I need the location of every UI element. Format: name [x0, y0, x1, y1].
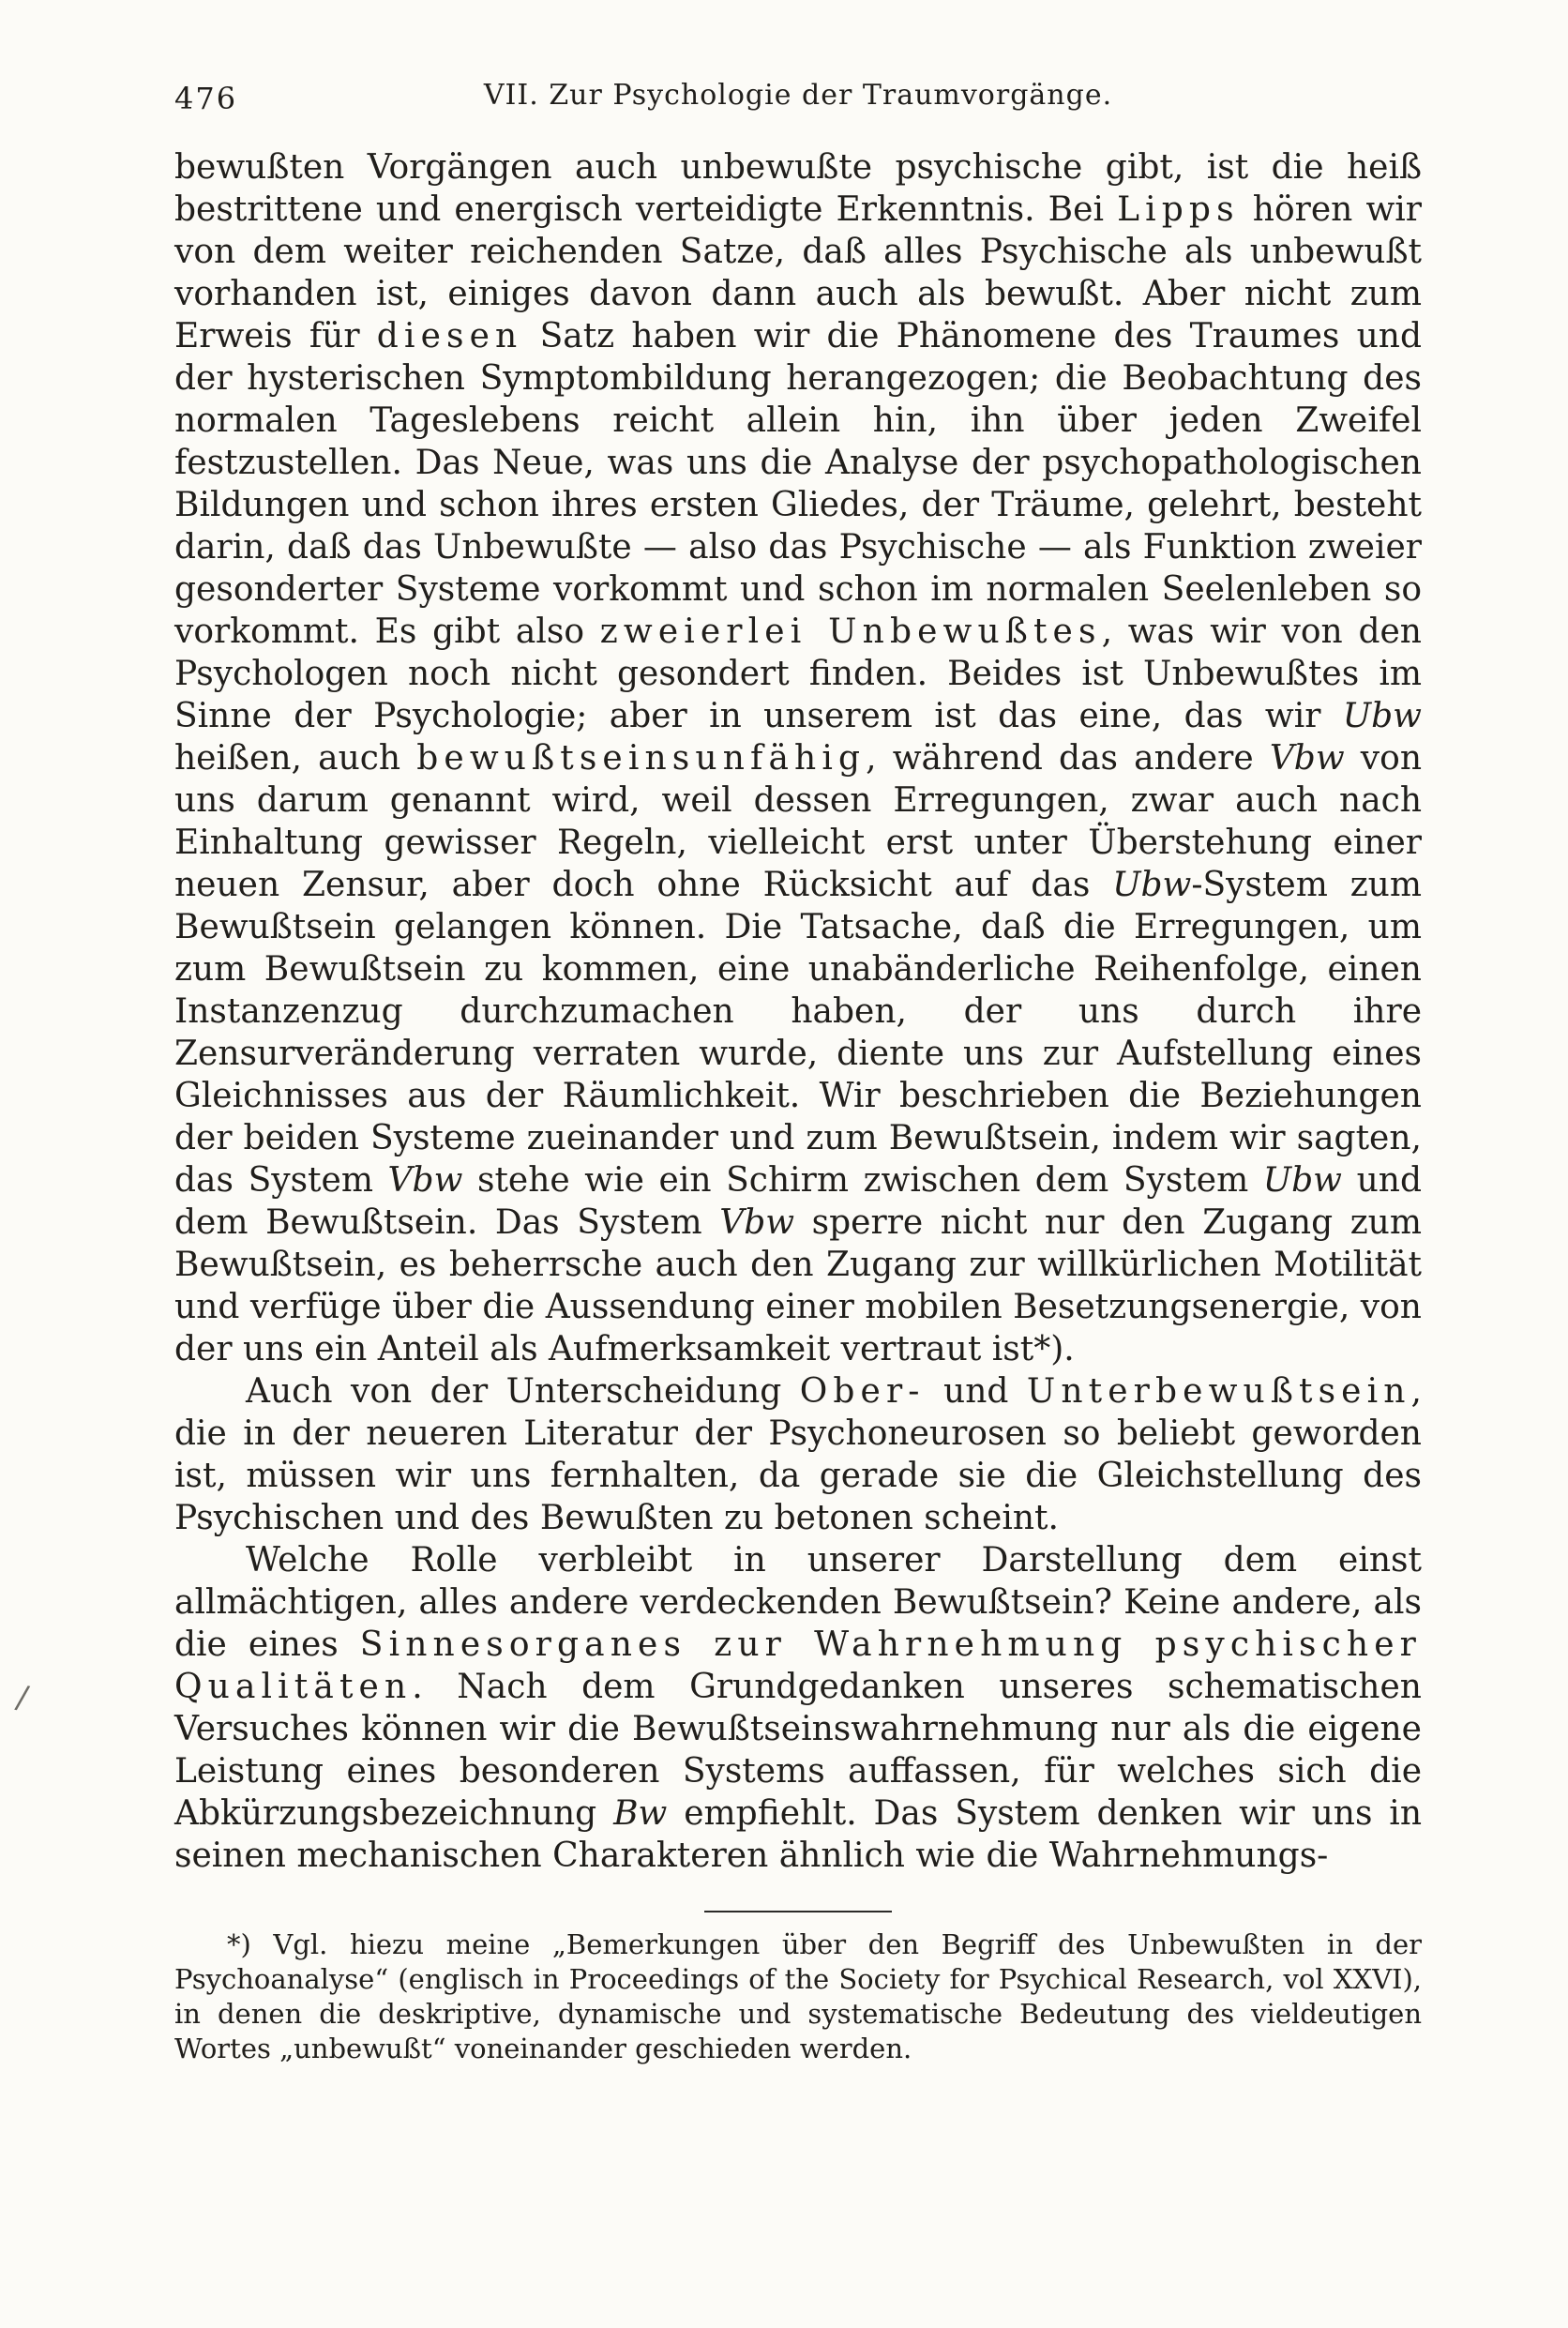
text-run: . Nach dem Grundgedanken unseres schematischen Versuches können wir die Bewußtseinswahrnehmung nur als die eigene Leistung eines besonderen Systems auffassen, für welches sich die Abkürzungsbezeichnung	[174, 1668, 1422, 1833]
italic-text: Vbw	[1269, 739, 1345, 778]
spaced-emphasis-text: Ober-	[799, 1372, 926, 1411]
page-number: 476	[174, 81, 238, 116]
italic-text: Vbw	[719, 1203, 795, 1242]
running-title: VII. Zur Psychologie der Traumvorgänge.	[483, 79, 1113, 112]
text-column	[174, 79, 1422, 2066]
italic-text: Ubw	[1342, 697, 1422, 735]
text-run: stehe wie ein Schirm zwischen dem System	[462, 1161, 1263, 1200]
footnote-rule	[704, 1911, 892, 1912]
text-run: heißen, auch	[174, 739, 417, 778]
text-run: , während das andere	[866, 739, 1270, 778]
spaced-emphasis-text: Sinnesorganes zur Wahrnehmung psychischer Qualitäten	[174, 1625, 1422, 1706]
text-run: , was wir von den Psychologen noch nicht gesondert finden. Beides ist Unbewußtes im Sinne der Psychologie; aber in unserem ist das eine, das wir	[174, 612, 1422, 735]
italic-text: Bw	[613, 1794, 668, 1833]
paragraph	[174, 146, 1422, 1370]
text-run: bewußten Vorgängen auch unbewußte psychische gibt, ist die heiß bestrittene und energisch verteidigte Erkenntnis. Bei	[174, 148, 1422, 229]
text-run: empfiehlt. Das System denken wir uns in seinen mechanischen Charakteren ähnlich wie die Wahrnehmungs-	[174, 1794, 1423, 1875]
text-run: *) Vgl. hiezu meine „Bemerkungen über den Begriff des Unbewußten in der Psychoanalyse“ (englisch in Proceedings of the Society for Psychical Research, vol XXVI), in denen die deskriptive, dynamische und systematische Bedeutung des vieldeutigen Wortes „unbewußt“ voneinander geschieden werden.	[174, 1928, 1422, 2064]
text-run: Welche Rolle verbleibt in unserer Darstellung dem einst allmächtigen, alles andere verdeckenden Bewußtsein? Keine andere, als die eines	[174, 1541, 1422, 1664]
text-run: , die in der neueren Literatur der Psychoneurosen so beliebt geworden ist, müssen wir uns fernhalten, da gerade sie die Gleichstellung des Psychischen und des Bewußten zu betonen scheint.	[174, 1372, 1422, 1537]
spaced-emphasis-text: bewußtseinsunfähig	[416, 739, 867, 778]
italic-text: Ubw	[1112, 866, 1192, 904]
text-run: und	[925, 1372, 1027, 1411]
footnote-text	[174, 1927, 1422, 2066]
text-run: und dem Bewußtsein. Das System	[174, 1161, 1422, 1242]
pencil-margin-mark-icon: /	[12, 1678, 32, 1717]
footnote	[174, 1927, 1422, 2066]
text-run: sperre nicht nur den Zugang zum Bewußtsein, es beherrsche auch den Zugang zur willkürlichen Motilität und verfüge über die Aussendung einer mobilen Besetzungsenergie, von der uns ein Anteil als Aufmerksamkeit vertraut ist*).	[174, 1203, 1423, 1368]
spaced-emphasis-text: Lipps	[1117, 190, 1240, 229]
text-run: hören wir von dem weiter reichenden Satze, daß alles Psychische als unbewußt vorhanden ist, einiges davon dann auch als bewußt. Aber nicht zum Erweis für	[174, 190, 1422, 355]
italic-text: Ubw	[1262, 1161, 1342, 1200]
text-run: Auch von der Unterscheidung	[246, 1372, 800, 1411]
body-text	[174, 146, 1422, 1877]
text-run: von uns darum genannt wird, weil dessen Erregungen, zwar auch nach Einhaltung gewisser Regeln, vielleicht erst unter Überstehung einer neuen Zensur, aber doch ohne Rücksicht auf das	[174, 739, 1422, 904]
paragraph	[174, 1370, 1422, 1539]
page-header	[174, 79, 1422, 122]
spaced-emphasis-text: Unterbewußtsein	[1026, 1372, 1411, 1411]
italic-text: Vbw	[387, 1161, 463, 1200]
paragraph	[174, 1539, 1422, 1877]
text-run: -System zum Bewußtsein gelangen können. Die Tatsache, daß die Erregungen, um zum Bewußtsein zu kommen, eine unabänderliche Reihenfolge, einen Instanzenzug durchzumachen haben, der uns durch ihre Zensurveränderung verraten wurde, diente uns zur Aufstellung eines Gleichnisses aus der Räumlichkeit. Wir beschrieben die Beziehungen der beiden Systeme zueinander und zum Bewußtsein, indem wir sagten, das System	[174, 866, 1422, 1200]
spaced-emphasis-text: diesen	[376, 317, 523, 355]
spaced-emphasis-text: zweierlei Unbewußtes	[599, 612, 1102, 651]
text-run: Satz haben wir die Phänomene des Traumes und der hysterischen Symptombildung herangezogen; die Beobachtung des normalen Tageslebens reicht allein hin, ihn über jeden Zweifel festzustellen. Das Neue, was uns die Analyse der psychopathologischen Bildungen und schon ihres ersten Gliedes, der Träume, gelehrt, besteht darin, daß das Unbewußte — also das Psychische — als Funktion zweier gesonderter Systeme vorkommt und schon im normalen Seelenleben so vorkommt. Es gibt also	[174, 317, 1422, 651]
